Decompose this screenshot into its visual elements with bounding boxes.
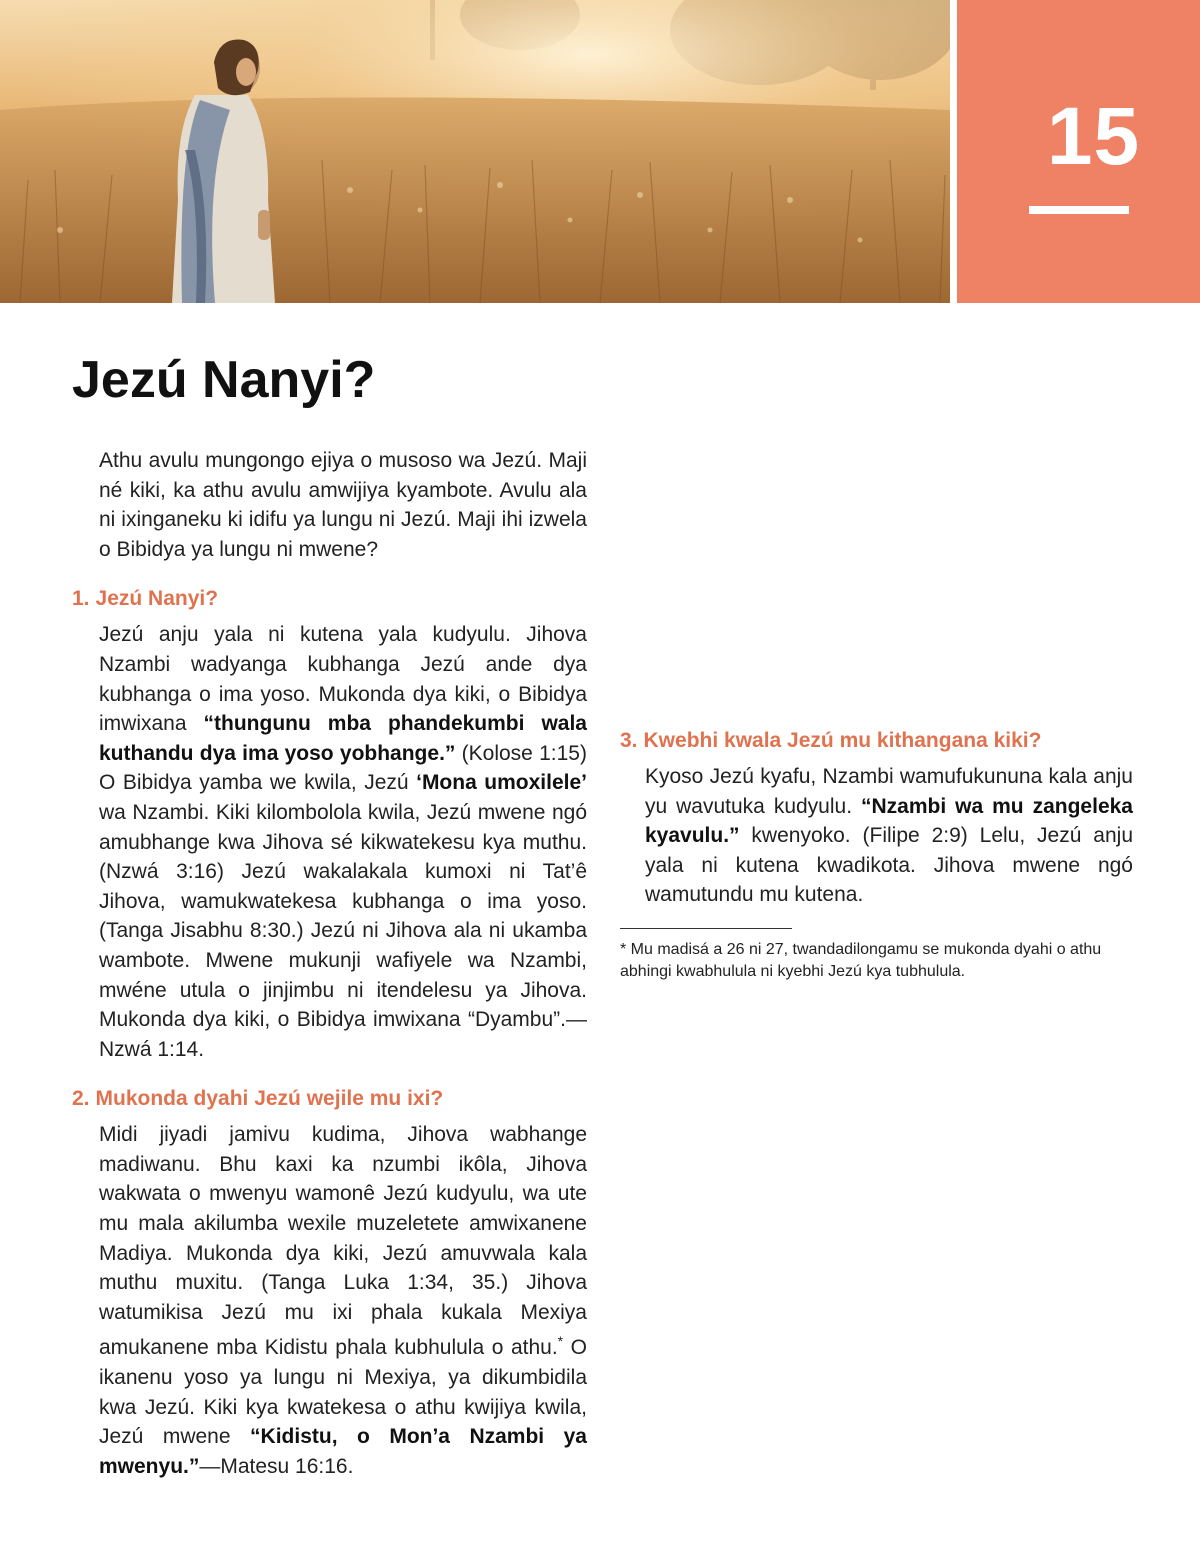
section-1-text-b: (Kolose 1:15) O Bibidya yamba we kwila, Jezú	[99, 741, 587, 795]
section-1-text-a: Jezú anju yala ni kutena yala kudyulu. Jihova Nzambi wadyanga kubhanga Jezú ande dya kubhanga o ima yoso. Mukonda dya kiki, o Bibidya imwixana	[99, 623, 587, 736]
section-3-text-b: kwenyoko. (Filipe 2:9) Lelu, Jezú anju yala ni kutena kwadikota. Jihova mwene ngó wamutundu mu kutena.	[645, 824, 1133, 907]
jesus-walking-in-field-illustration	[0, 0, 950, 303]
hero-image	[0, 0, 950, 303]
section-1-text-c: wa Nzambi. Kiki kilombolola kwila, Jezú mwene ngó amubhange kwa Jihova sé kikwatekesu kya muthu. (Nzwá 3:16) Jezú wakalakala kumoxi ni Tat’ê Jihova, wamukwatekesa kubhanga o ima yoso. (Tanga Jisabhu 8:30.) Jezú ni Jihova ala ni ukamba wambote. Mwene mukunji wafiyele wa Nzambi, mwéne utula o jinjimbu ni itendelesu ya Jihova. Mukonda dya kiki, o Bibidya imwixana “Dyambu”.—Nzwá 1:14.	[99, 800, 587, 1061]
section-2-paragraph	[72, 1120, 587, 1481]
section-2-heading	[72, 1084, 587, 1113]
section-1-emphasis-a: “thungunu mba phandekumbi wala kuthandu dya ima yoso yobhange.”	[99, 712, 587, 765]
section-3-paragraph	[620, 762, 1133, 910]
section-3-emphasis: “Nzambi wa mu zangeleka kyavulu.”	[645, 794, 1133, 848]
section-1-paragraph	[72, 620, 587, 1064]
section-2-question: Mukonda dyahi Jezú wejile mu ixi?	[95, 1087, 444, 1111]
section-1-emphasis-b: ‘Mona umoxilele’	[416, 771, 587, 795]
intro-paragraph: Athu avulu mungongo ejiya o musoso wa Jezú. Maji né kiki, ka athu avulu amwijiya kyambote. Avulu ala ni ixinganeku ki idifu ya lungu ni Jezú. Maji ihi izwela o Bibidya ya lungu ni mwene?	[99, 449, 587, 561]
right-column	[620, 446, 1133, 983]
left-column	[72, 446, 587, 1481]
footnote-divider	[620, 928, 792, 929]
lesson-number-badge	[957, 0, 1200, 303]
section-1-heading	[72, 584, 587, 613]
page-title: Jezú Nanyi?	[72, 351, 376, 409]
section-2-number: 2.	[72, 1087, 90, 1111]
section-1-question: Jezú Nanyi?	[95, 587, 219, 611]
section-1-number: 1.	[72, 587, 90, 611]
footnote-marker: *	[557, 1333, 564, 1350]
section-3-question: Kwebhi kwala Jezú mu kithangana kiki?	[643, 729, 1042, 752]
footnote: * Mu madisá a 26 ni 27, twandadilongamu se mukonda dyahi o athu abhingi kwabhulula ni kyebhi Jezú kya tubhulula.	[620, 940, 1102, 980]
section-2-text-b: O ikanenu yoso ya lungu ni Mexiya, ya dikumbidila kwa Jezú. Kiki kya kwatekesa o athu kwijiya kwila, Jezú mwene	[99, 1336, 588, 1449]
section-2-emphasis: “Kidistu, o Mon’a Nzambi ya mwenyu.”	[99, 1425, 587, 1478]
section-3-text-a: Kyoso Jezú kyafu, Nzambi wamufukununa kala anju yu wavutuka kudyulu.	[645, 765, 1133, 818]
section-2-text-a: Midi jiyadi jamivu kudima, Jihova wabhange madiwanu. Bhu kaxi ka nzumbi ikôla, Jihova wakwata o mwenyu wamonê Jezú kudyulu, wa ute mu mala akilumba wexile muzeletete amwixanene Madiya. Mukonda dya kiki, Jezú amuvwala kala muthu muxitu. (Tanga Luka 1:34, 35.) Jihova watumikisa Jezú mu ixi phala kukala Mexiya amukanene mba Kidistu phala kubhulula o athu.	[99, 1123, 587, 1360]
badge-underline	[1029, 206, 1129, 214]
section-3-heading	[620, 726, 1133, 755]
section-2-text-c: —Matesu 16:16.	[199, 1454, 354, 1478]
lesson-number: 15	[1046, 91, 1141, 182]
section-3-number: 3.	[620, 729, 638, 752]
